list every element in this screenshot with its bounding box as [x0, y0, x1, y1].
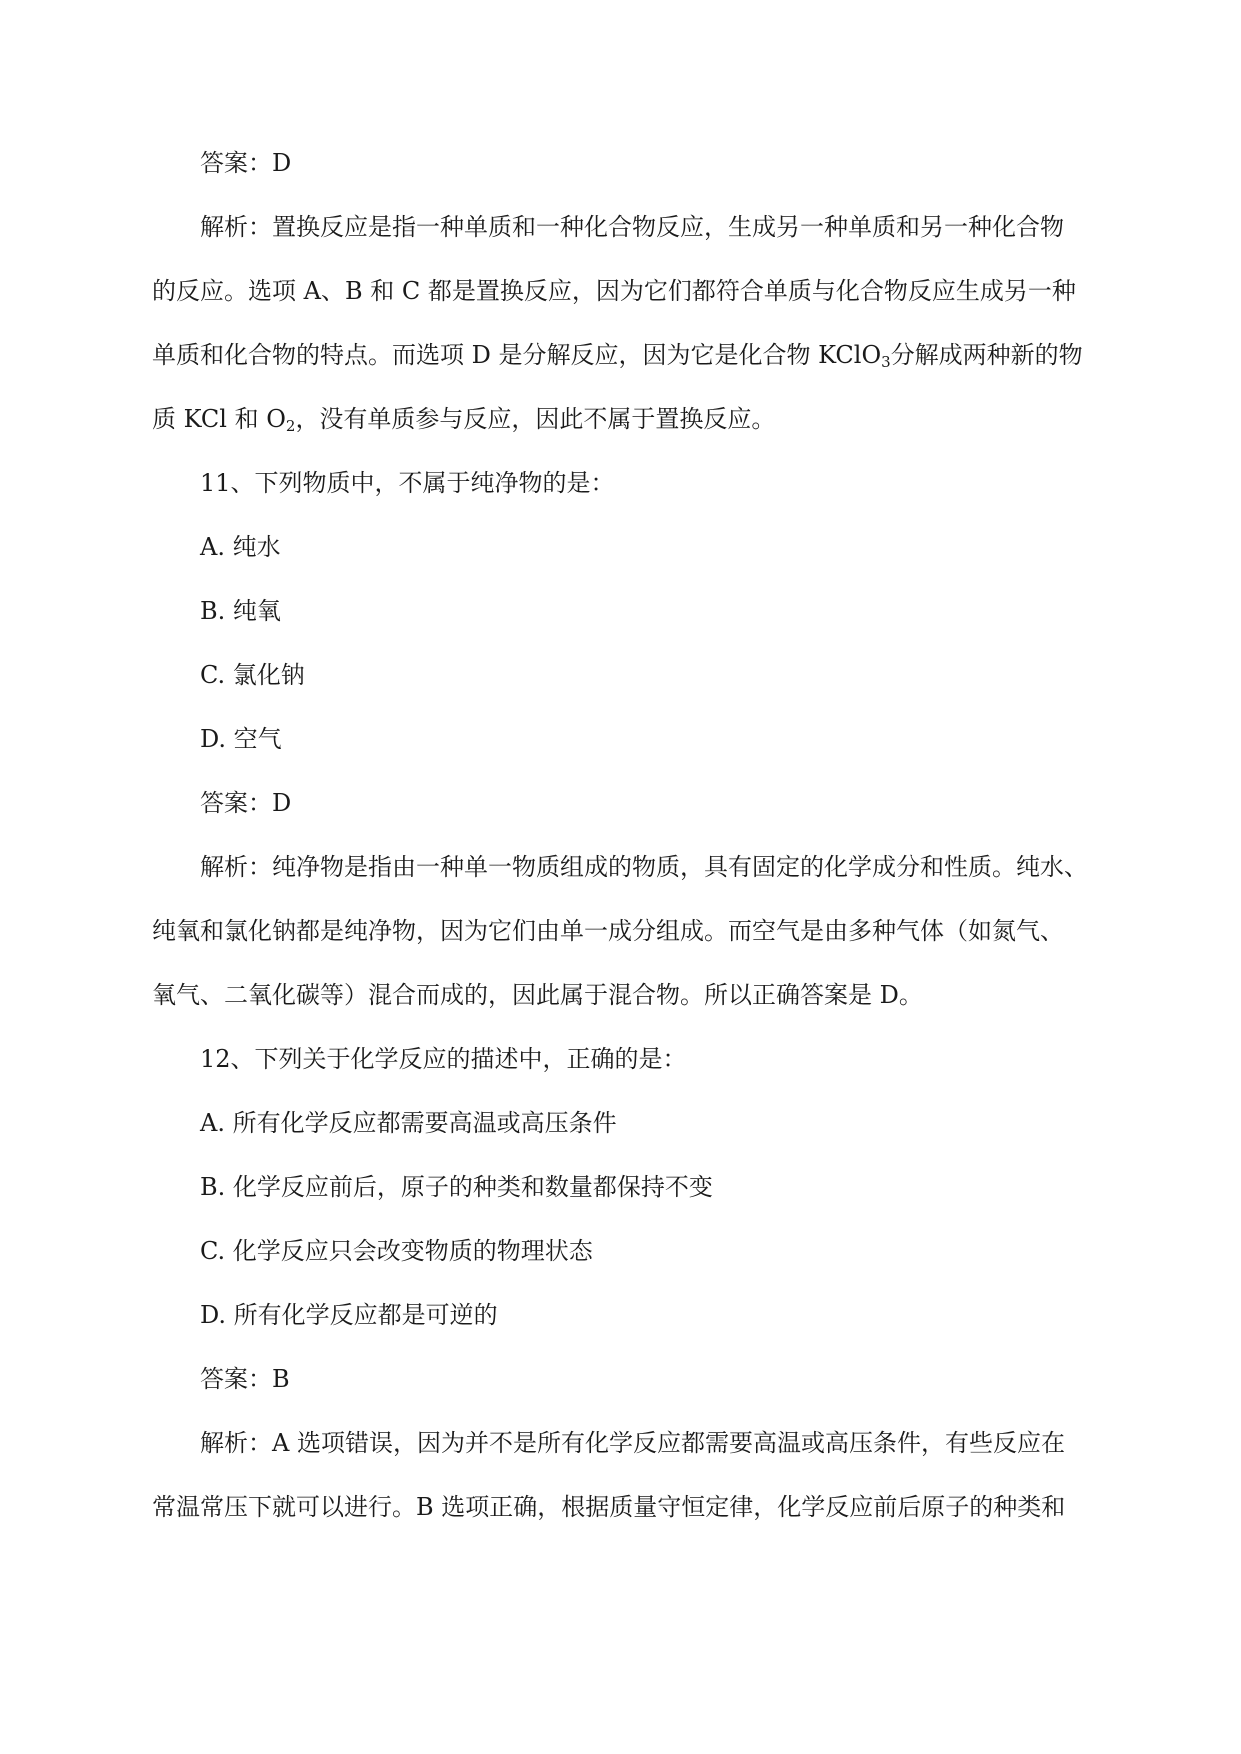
- explanation-line-q12-2: 常温常压下就可以进行。B 选项正确，根据质量守恒定律，化学反应前后原子的种类和: [152, 1493, 1066, 1521]
- text-segment: 单质和化合物的特点。而选项 D 是分解反应，因为它是化合物 KClO: [152, 341, 882, 369]
- answer-line-q11: 答案：D: [200, 789, 292, 817]
- explanation-line-q10-1: 解析：置换反应是指一种单质和一种化合物反应，生成另一种单质和另一种化合物: [200, 213, 1064, 241]
- text-segment: ，没有单质参与反应，因此不属于置换反应。: [295, 405, 776, 433]
- question-12-option-c: C. 化学反应只会改变物质的物理状态: [200, 1237, 593, 1265]
- text-segment: 质 KCl 和 O: [152, 405, 286, 433]
- explanation-line-q10-3: [152, 338, 1112, 379]
- explanation-line-q11-1: 解析：纯净物是指由一种单一物质组成的物质，具有固定的化学成分和性质。纯水、: [200, 853, 1088, 881]
- question-12-stem: 12、下列关于化学反应的描述中，正确的是：: [200, 1045, 687, 1073]
- explanation-line-q10-2: 的反应。选项 A、B 和 C 都是置换反应，因为它们都符合单质与化合物反应生成另一种: [152, 277, 1076, 305]
- question-12-option-b: B. 化学反应前后，原子的种类和数量都保持不变: [200, 1173, 713, 1201]
- text-segment: 分解成两种新的物: [890, 341, 1083, 369]
- question-12-option-a: A. 所有化学反应都需要高温或高压条件: [200, 1109, 617, 1137]
- explanation-line-q10-4: [152, 402, 1112, 443]
- question-11-stem: 11、下列物质中，不属于纯净物的是：: [200, 469, 615, 497]
- explanation-line-q11-3: 氧气、二氧化碳等）混合而成的，因此属于混合物。所以正确答案是 D。: [152, 981, 923, 1009]
- subscript: 3: [881, 353, 891, 371]
- question-11-option-a: A. 纯水: [200, 533, 281, 561]
- answer-line-q12: 答案：B: [200, 1365, 290, 1393]
- question-11-option-d: D. 空气: [200, 725, 282, 753]
- question-12-option-d: D. 所有化学反应都是可逆的: [200, 1301, 498, 1329]
- answer-line-q10: 答案：D: [200, 149, 292, 177]
- subscript: 2: [285, 417, 296, 435]
- question-11-option-b: B. 纯氧: [200, 597, 281, 625]
- question-11-option-c: C. 氯化钠: [200, 661, 305, 689]
- explanation-line-q12-1: 解析：A 选项错误，因为并不是所有化学反应都需要高温或高压条件，有些反应在: [200, 1429, 1065, 1457]
- explanation-line-q11-2: 纯氧和氯化钠都是纯净物，因为它们由单一成分组成。而空气是由多种气体（如氮气、: [152, 917, 1064, 945]
